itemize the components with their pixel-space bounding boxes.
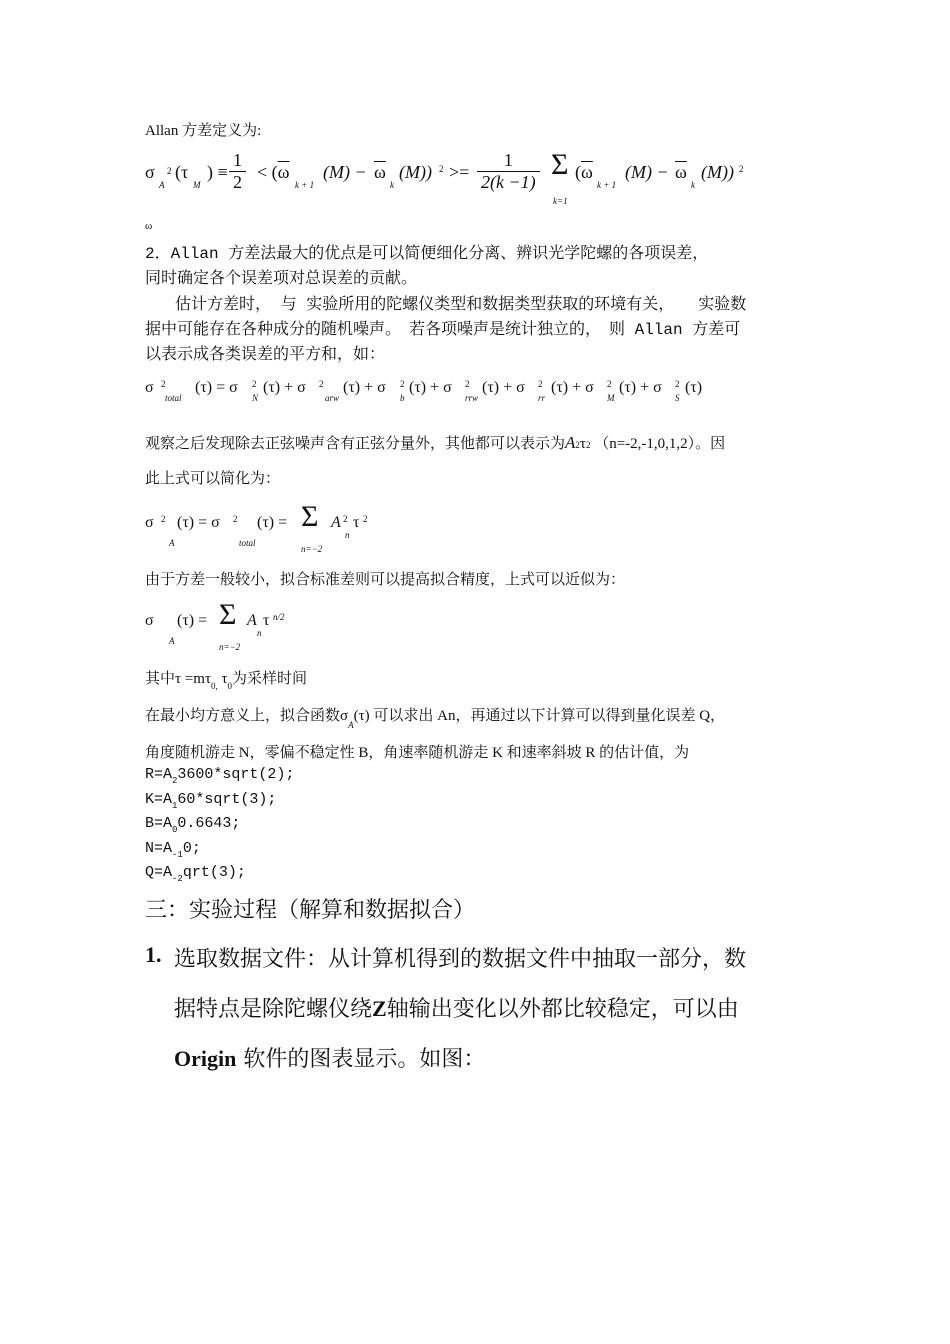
item-1-number: 1. xyxy=(145,942,162,967)
observation-text-b: （n=-2,-1,0,1,2）。因 xyxy=(594,436,726,452)
paragraph-3-line-2: 据中可能存在各种成分的随机噪声。 若各项噪声是统计独立的， 则 Allan 方差可 xyxy=(145,321,741,339)
where-text-b: =m xyxy=(184,671,205,687)
item-1-line-2: 据特点是除陀螺仪绕Z轴输出变化以外都比较稳定，可以由 xyxy=(174,996,739,1022)
where-text-e: 为采样时间 xyxy=(232,671,308,687)
least-squares-line-2: 角度随机游走 N，零偏不稳定性 B，角速率随机游走 K 和速率斜坡 R 的估计值，为 xyxy=(145,745,690,761)
paragraph-3-line-1: 估计方差时， 与 实验所用的陀螺仪类型和数据类型获取的环境有关， 实验数 xyxy=(175,296,747,314)
least-squares-line-1: 在最小均方意义上，拟合函数$\sigma_A(\tau)$ 可以求出 An，再通过以下计算可以得到量化误差 Q， xyxy=(145,708,726,730)
code-line-k: $K=A_160*sqrt(3)$; xyxy=(145,791,277,811)
item-1-line-1: 选取数据文件：从计算机得到的数据文件中抽取一部分，数 xyxy=(174,947,747,972)
approximation-text: 由于方差一般较小，拟合标准差则可以提高拟合精度，上式可以近似为： xyxy=(145,572,626,588)
lsq-text-a: 在最小均方意义上，拟合函数 xyxy=(145,708,341,724)
code-line-n: $N=A_{-1}0$; xyxy=(145,840,201,860)
item-1-line-3: Origin 软件的图表显示。如图： xyxy=(174,1046,486,1072)
paragraph-3-line-3: 以表示成各类误差的平方和，如： xyxy=(145,346,386,364)
observation-line-1: 观察之后发现除去正弦噪声含有正弦分量外，其他都可以表示为A2τ2 （n=-2,-1,0,1,2）。因 xyxy=(145,433,726,452)
paragraph-2-line-2: 同时确定各个误差项对总误差的贡献。 xyxy=(145,270,418,288)
paragraph-2-line-1: 2．Allan 方差法最大的优点是可以简便细化分离、辨识光学陀螺的各项误差， xyxy=(145,245,709,263)
section-heading: 三：实验过程（解算和数据拟合） xyxy=(145,898,476,923)
observation-line-2: 此上式可以简化为： xyxy=(145,471,281,487)
where-sub-d: 0 xyxy=(227,681,232,691)
observation-text-a: 观察之后发现除去正弦噪声含有正弦分量外，其他都可以表示为 xyxy=(145,436,566,452)
document-page: Allan 方差定义为: σ A 2 (τ M ) ≡ $\frac{1}{2}$ < ($\overline{\omega}$ k + 1 (M) − $\overline{\omega}$ k (M)) 2 >= $\frac{1}{2(k -1)}$ Σ k=1 ($\overline{\omega}$ k + 1 (M) − $\overline{\omega}$ k (M)) 2 ω 2．Allan 方差法最大的优点是可以简便细化分离、辨识光学陀螺的各项误差， 同时确定各个误差项对总误差的贡献。 估计方差时， 与 实验所用的陀螺仪类型和数据类型获取的环境有关， 实验数 据中可能存在各种成分的随机噪声。 若各项噪声是统计独立的， 则 Allan 方差可 以表示成各类误差的平方和，如： σ 2 total (τ) = σ 2 N (τ) + σ 2 arw (τ) + σ 2 b (τ) + σ 2 rrw (τ) + σ 2 rr (τ) + σ 2 M (τ) + σ 2 S (τ) 观察之后发现除去正弦噪声含有正弦分量外，其他都可以表示为A2τ2 （n=-2,-1,0,1,2）。因 此上式可以简化为： σ 2 A (τ) = σ 2 total (τ) = Σ n=−2 A 2 n τ 2 由于方差一般较小，拟合标准差则可以提高拟合精度，上式可以近似为： σ A (τ) = Σ n=−2 A n τ n/2 其中$\tau =m\tau_{0,}$ $\tau_0$为采样时间 在最小均方意义上，拟合函数$\sigma_A(\tau)$ 可以求出 An，再通过以下计算可以得到量化误差 Q， 角度随机游走 N，零偏不稳定性 B，角速率随机游走 K 和速率斜坡 R 的估计值，为 $R=A_23600*sqrt(2)$; $K=A_160*sqrt(3)$; $B=A_00.6643$; $N=A_{-1}0$; $Q=A_{-2}qrt(3)$; 三：实验过程（解算和数据拟合） 1. 选取数据文件：从计算机得到的数据文件中抽取一部分，数 据特点是除陀螺仪绕Z轴输出变化以外都比较稳定，可以由 Origin 软件的图表显示。如图： xyxy=(0,0,950,1344)
intro-text: Allan 方差定义为: xyxy=(145,123,262,139)
where-tau-line: 其中$\tau =m\tau_{0,}$ $\tau_0$为采样时间 xyxy=(145,671,308,691)
omega-note: ω xyxy=(145,220,153,232)
lsq-text-b: 可以求出 An，再通过以下计算可以得到量化误差 Q， xyxy=(373,708,726,724)
where-sub-c: 0, xyxy=(210,681,218,691)
code-line-q: $Q=A_{-2}qrt(3)$; xyxy=(145,864,246,884)
code-line-b: $B=A_00.6643$; xyxy=(145,815,241,835)
code-line-r: $R=A_23600*sqrt(2)$; xyxy=(145,766,295,786)
where-text-a: 其中 xyxy=(145,671,176,687)
